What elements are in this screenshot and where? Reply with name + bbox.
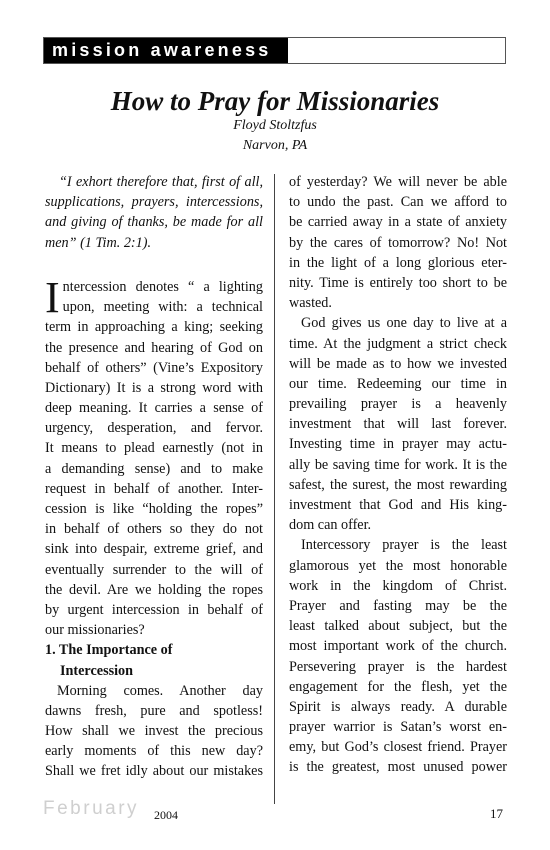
paragraph-line: be carried away in a state of anxiety	[289, 214, 507, 231]
paragraph-line: in the light of a long glorious eter-	[289, 254, 507, 271]
paragraph-line: term in approaching a king; seeking	[45, 319, 263, 336]
paragraph-line: urgency, desperation, and fervor.	[45, 420, 263, 437]
paragraph-line: will be made as to how we invested	[289, 355, 507, 372]
paragraph-line: early moments of this new day?	[45, 743, 263, 760]
footer-year: 2004	[154, 808, 178, 822]
paragraph-line: by urgent intercession in behalf of	[45, 601, 263, 618]
paragraph-line: Prayer and fasting may be the	[289, 597, 507, 614]
paragraph-line: dom can offer.	[289, 517, 372, 534]
page-number: 17	[490, 806, 503, 821]
paragraph-line: investment that will last forever.	[289, 416, 507, 433]
author-name: Floyd Stoltzfus	[233, 118, 317, 133]
paragraph-line: by the cares of tomorrow? No! Not	[289, 234, 507, 251]
paragraph-line: our missionaries?	[45, 622, 145, 639]
paragraph-line: Dictionary) It is a strong word with	[45, 379, 263, 396]
column-divider	[274, 174, 275, 804]
footer-month: February	[43, 798, 140, 819]
paragraph-line: in behalf of others so they do not	[45, 521, 263, 538]
paragraph-line: Spirit is always ready. A durable	[289, 698, 507, 715]
author-location: Narvon, PA	[242, 138, 308, 153]
paragraph-line: engagement for the flesh, yet the	[289, 678, 507, 695]
paragraph-line: least talked about subject, but the	[289, 618, 507, 635]
paragraph-line: Shall we fret idly about our mistakes	[45, 763, 263, 780]
paragraph-line: is the greatest, most unused power	[289, 759, 507, 776]
paragraph-line: God gives us one day to live at a	[301, 315, 507, 332]
quote-line: men” (1 Tim. 2:1).	[45, 234, 152, 251]
paragraph-line: ntercession denotes “ a lighting	[62, 278, 263, 295]
paragraph-line: our time. Redeeming our time in	[289, 375, 507, 392]
paragraph-line: prevailing prayer is a heavenly	[289, 396, 507, 413]
paragraph-line: glamorous yet the most honorable	[289, 557, 507, 574]
paragraph-line: the presence and hearing of God on	[45, 339, 263, 356]
paragraph-line: time. At the judgment a strict check	[289, 335, 507, 352]
right-column	[289, 172, 507, 778]
paragraph-line: How shall we invest the precious	[45, 723, 263, 740]
paragraph-line: investment that God and His king-	[289, 497, 507, 513]
paragraph-line: most important work of the church.	[289, 638, 507, 655]
paragraph-line: behalf of others” (Vine’s Expository	[45, 359, 263, 376]
paragraph-line: emy, but God’s closest friend. Prayer	[289, 739, 507, 756]
subheading: 1. The Importance of	[45, 642, 173, 659]
paragraph-line: sink into despair, extreme grief, and	[45, 541, 263, 558]
quote-line: “I exhort therefore that, first of all,	[59, 174, 263, 190]
left-column	[45, 172, 263, 782]
paragraph-line: cession is like “holding the ropes”	[45, 501, 263, 517]
section-label: mission awareness	[44, 38, 288, 63]
paragraph-line: Morning comes. Another day	[57, 682, 263, 699]
paragraph-line: a demanding sense) and to make	[45, 460, 263, 477]
paragraph-line: work in the kingdom of Christ.	[289, 577, 507, 594]
paragraph-line: It means to plead earnestly (not in	[45, 440, 263, 457]
drop-cap: I	[45, 272, 60, 322]
article-title: How to Pray for Missionaries	[110, 86, 440, 116]
paragraph-line: dawns fresh, pure and spotless!	[45, 702, 263, 719]
intro-paragraph	[45, 272, 263, 640]
quote-line: and giving of thanks, be made for all	[45, 214, 263, 231]
paragraph-line: to undo the past. Can we afford to	[289, 194, 507, 211]
paragraph-line: Investing time in prayer may actu-	[289, 436, 507, 453]
section-header-bar	[43, 37, 506, 64]
paragraph-line: deep meaning. It carries a sense of	[45, 400, 263, 417]
paragraph-line: of yesterday? We will never be able	[289, 174, 507, 190]
scripture-quote	[45, 172, 263, 253]
paragraph-line: wasted.	[289, 295, 332, 312]
paragraph-line: request in behalf of another. Inter-	[45, 480, 263, 497]
paragraph-line: safest, the surest, the most rewarding	[289, 476, 507, 493]
paragraph-line: Intercessory prayer is the least	[301, 537, 507, 554]
paragraph-line: upon, meeting with: a technical	[62, 299, 263, 316]
paragraph-line: eventually surrender to the will of	[45, 561, 263, 578]
paragraph-line: nity. Time is entirely too short to be	[289, 274, 507, 291]
paragraph-line: ally be saving time for work. It is the	[289, 456, 507, 473]
paragraph-line: prayer warrior is Satan’s worst en-	[289, 719, 507, 736]
paragraph-line: the devil. Are we holding the ropes	[45, 581, 263, 598]
quote-line: supplications, prayers, intercessions,	[45, 194, 263, 211]
subheading: Intercession	[60, 662, 134, 679]
paragraph-line: Persevering prayer is the hardest	[289, 658, 507, 675]
